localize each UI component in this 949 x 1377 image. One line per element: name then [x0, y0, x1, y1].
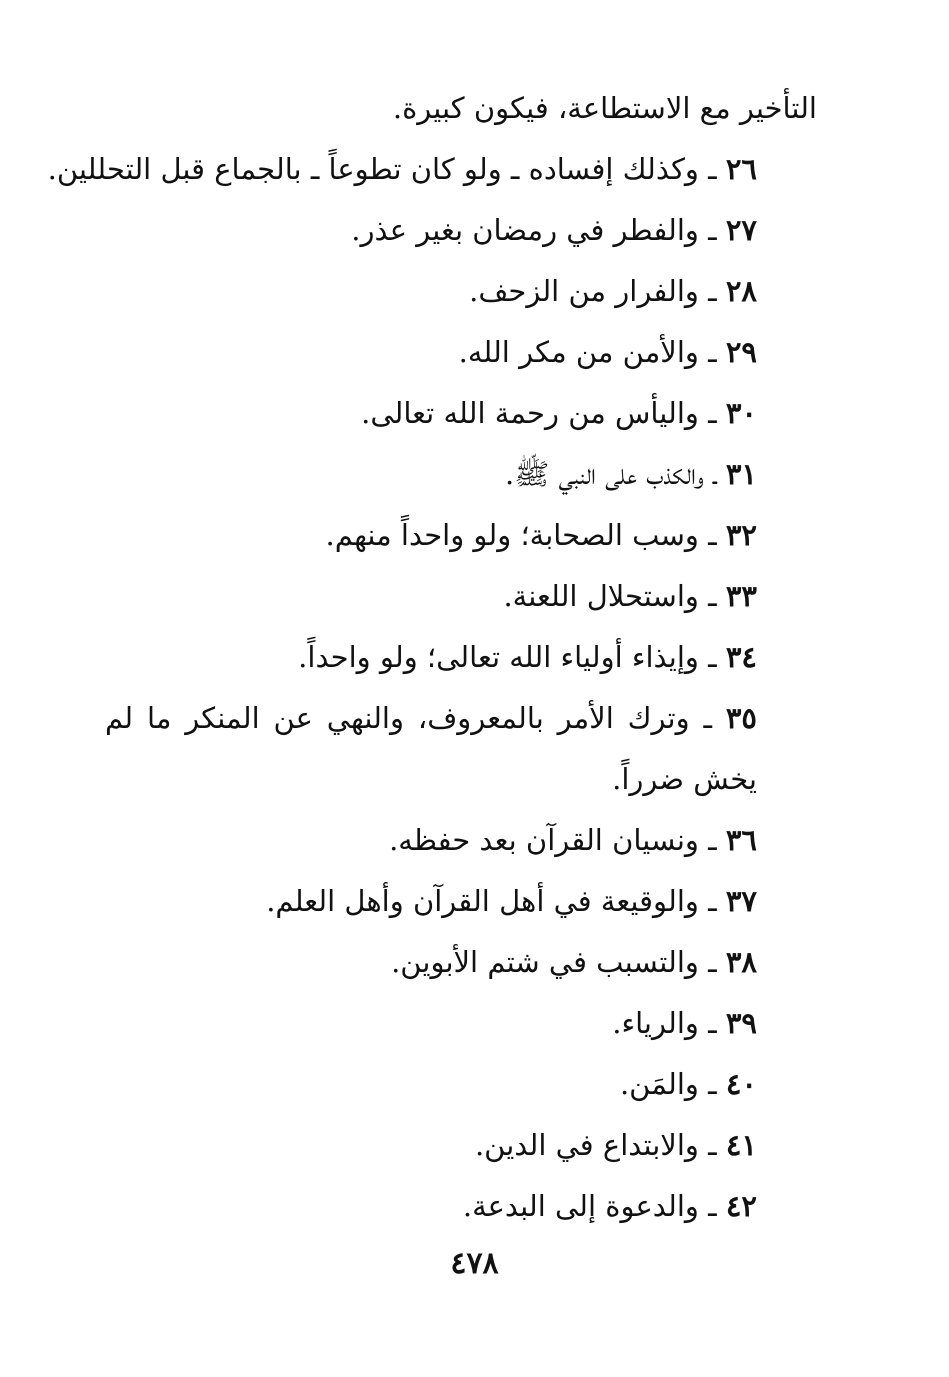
item-number: ٢٨ [725, 274, 757, 308]
list-item [105, 200, 817, 261]
item-separator: ـ [698, 152, 726, 186]
item-separator: ـ [698, 1006, 726, 1040]
item-number: ٣٩ [725, 1006, 757, 1040]
text-block [47, 78, 817, 1237]
item-text: والأمن من مكر الله. [458, 335, 699, 369]
item-number: ٣٢ [725, 518, 757, 552]
item-number: ٣١ [725, 457, 757, 491]
item-number: ٣٤ [725, 640, 757, 674]
item-number: ٣٦ [725, 823, 757, 857]
item-text: وإيذاء أولياء الله تعالى؛ ولو واحداً. [298, 640, 699, 674]
item-separator: ـ [698, 274, 726, 308]
item-number: ٢٦ [725, 152, 757, 186]
item-text: ونسيان القرآن بعد حفظه. [389, 823, 699, 857]
item-separator: ـ [698, 945, 726, 979]
item-separator: ـ [698, 335, 726, 369]
item-separator: ـ [698, 213, 726, 247]
item-text: والابتداع في الدين. [474, 1128, 699, 1162]
item-number: ٣٥ [725, 701, 757, 735]
item-number: ٣٠ [725, 396, 757, 430]
item-text: وكذلك إفساده ـ ولو كان تطوعاً ـ بالجماع قبل التحللين. [47, 152, 699, 186]
list-item [105, 1176, 817, 1237]
item-text: واليأس من رحمة الله تعالى. [361, 396, 699, 430]
item-separator: ـ [698, 396, 726, 430]
item-text: والكذب على النبي ﷺ. [505, 457, 704, 491]
list-item [105, 993, 817, 1054]
list-item [105, 444, 817, 505]
list-item [105, 322, 817, 383]
list-item [105, 566, 817, 627]
item-text: والدعوة إلى البدعة. [462, 1189, 699, 1223]
list-item [105, 627, 817, 688]
item-number: ٤٠ [725, 1067, 757, 1101]
item-text: والتسبب في شتم الأبوين. [391, 945, 699, 979]
item-text: والمَن. [619, 1067, 699, 1101]
item-number: ٤١ [725, 1128, 757, 1162]
item-separator: ـ [698, 518, 726, 552]
item-number: ٤٢ [725, 1189, 757, 1223]
item-separator: ـ [698, 884, 726, 918]
item-separator: ـ [698, 579, 726, 613]
item-text: والفطر في رمضان بغير عذر. [351, 213, 699, 247]
item-number: ٣٧ [725, 884, 757, 918]
list-item [47, 139, 817, 200]
list-item [105, 1115, 817, 1176]
list-item [105, 261, 817, 322]
item-number: ٣٨ [725, 945, 757, 979]
item-separator: ـ [703, 457, 726, 491]
item-text: وترك الأمر بالمعروف، والنهي عن المنكر ما لم يخش ضرراً. [105, 701, 757, 796]
item-separator: ـ [698, 1067, 726, 1101]
item-separator: ـ [689, 701, 726, 735]
item-text: وسب الصحابة؛ ولو واحداً منهم. [325, 518, 699, 552]
item-separator: ـ [698, 1189, 726, 1223]
item-number: ٢٩ [725, 335, 757, 369]
continuation-line: التأخير مع الاستطاعة، فيكون كبيرة. [392, 91, 817, 125]
item-text: والفرار من الزحف. [469, 274, 699, 308]
item-separator: ـ [698, 640, 726, 674]
list-item [105, 383, 817, 444]
item-text: والرياء. [612, 1006, 699, 1040]
item-number: ٢٧ [725, 213, 757, 247]
item-separator: ـ [698, 823, 726, 857]
list-item [105, 688, 817, 810]
item-text: والوقيعة في أهل القرآن وأهل العلم. [266, 884, 699, 918]
list-item [105, 1054, 817, 1115]
item-separator: ـ [698, 1128, 726, 1162]
list-item [105, 932, 817, 993]
list-item [105, 505, 817, 566]
list-item [105, 810, 817, 871]
item-text: واستحلال اللعنة. [503, 579, 699, 613]
item-number: ٣٣ [725, 579, 757, 613]
list-item [105, 871, 817, 932]
page-number: ٤٧٨ [450, 1246, 499, 1281]
